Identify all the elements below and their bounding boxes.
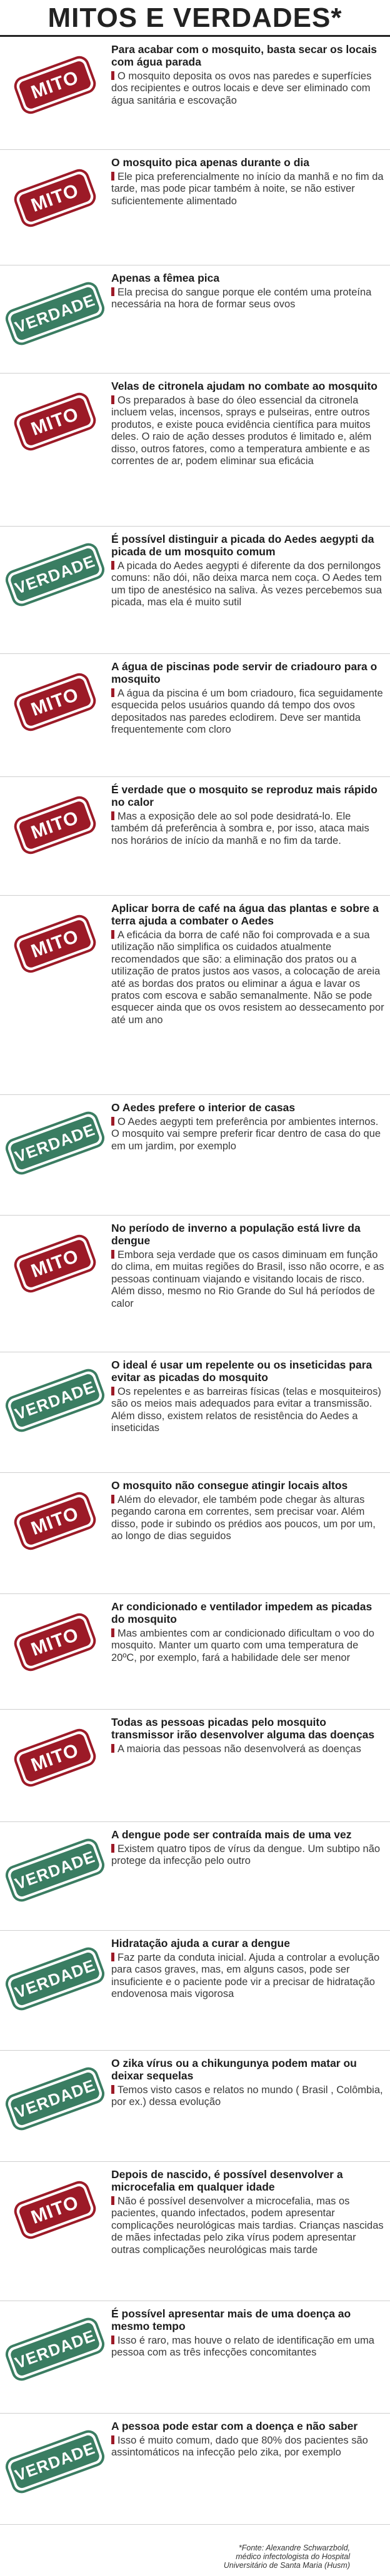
stamp-label: MITO: [28, 684, 82, 720]
item-text: [108, 660, 386, 736]
item-question: Hidratação ajuda a curar a dengue: [111, 1937, 290, 1949]
list-item: [0, 1822, 390, 1931]
answer-marker: [111, 930, 114, 939]
answer-marker: [111, 561, 114, 570]
item-question: O zika vírus ou a chikungunya podem matar ou deixar sequelas: [111, 2057, 357, 2082]
answer-marker: [111, 1844, 114, 1853]
item-answer-wrap: [111, 1249, 386, 1310]
stamp-label: MITO: [28, 1246, 82, 1282]
item-text: [108, 1600, 386, 1664]
item-text: [108, 2307, 386, 2359]
verdade-stamp: [5, 2315, 105, 2384]
item-answer-wrap: [111, 929, 386, 1026]
item-answer-wrap: [111, 2435, 386, 2459]
item-text: [108, 2168, 386, 2256]
stamp-label: VERDADE: [12, 2075, 98, 2123]
item-answer: Embora seja verdade que os casos diminuam em função do clima, em muitas regiões do Brasil, isso não ocorre, e as pessoas continuam viajando e visitando locais de risco. Além disso, mesmo no Rio Grande do Sul há períodos de calor: [111, 1249, 384, 1309]
item-question: Velas de citronela ajudam no combate ao mosquito: [111, 380, 378, 392]
stamp-label: MITO: [28, 180, 82, 216]
item-text: [108, 1716, 386, 1755]
item-answer: Isso é muito comum, dado que 80% dos pacientes são assintomáticos na infecção pelo zika, por exemplo: [111, 2435, 368, 2459]
stamp-column: [2, 2168, 108, 2244]
item-answer-wrap: [111, 2196, 386, 2256]
mito-stamp: [5, 164, 105, 232]
stamp-column: [2, 902, 108, 978]
stamp-column: [2, 783, 108, 859]
item-question: O Aedes prefere o interior de casas: [111, 1101, 296, 1114]
list-item: [0, 1473, 390, 1594]
item-answer: Mas ambientes com ar condicionado dificultam o voo do mosquito. Manter um quarto com uma temperatura de 20ºC, por exemplo, fará a habilidade dele ser menor: [111, 1628, 374, 1663]
list-item: [0, 654, 390, 777]
item-text: [108, 380, 386, 467]
verdade-stamp: [5, 1944, 105, 2013]
item-answer: Temos visto casos e relatos no mundo ( Brasil , Colômbia, por ex.) dessa evolução: [111, 2084, 383, 2108]
stamp-column: [2, 1222, 108, 1298]
stamp-column: [2, 1600, 108, 1677]
stamp-label: VERDADE: [12, 1119, 98, 1167]
answer-marker: [111, 395, 114, 404]
answer-marker: [111, 811, 114, 820]
mito-stamp: [5, 909, 105, 978]
stamp-label: MITO: [28, 1503, 82, 1539]
stamp-column: [2, 272, 108, 348]
item-answer-wrap: [111, 1743, 386, 1755]
items-list: [0, 37, 390, 2525]
answer-marker: [111, 2435, 114, 2444]
list-item: [0, 2051, 390, 2162]
item-answer-wrap: [111, 1628, 386, 1664]
mito-stamp: [5, 387, 105, 456]
stamp-column: [2, 1479, 108, 1555]
list-item: [0, 1594, 390, 1710]
item-text: [108, 2057, 386, 2109]
mito-stamp: [5, 1723, 105, 1792]
answer-marker: [111, 1495, 114, 1503]
stamp-column: [2, 2057, 108, 2133]
item-question: É possível distinguir a picada do Aedes aegypti da picada de um mosquito comum: [111, 533, 374, 558]
item-answer-wrap: [111, 1843, 386, 1868]
page-title: MITOS E VERDADES*: [48, 2, 342, 33]
item-text: [108, 533, 386, 609]
stamp-column: [2, 1937, 108, 2013]
item-answer: Os repelentes e as barreiras físicas (telas e mosquiteiros) são os meios mais adequados para evitar a transmissão. Além disso, existem relatos de resistência do Aedes a inseticidas: [111, 1386, 381, 1434]
list-item: [0, 2414, 390, 2525]
stamp-label: VERDADE: [12, 1955, 98, 2003]
list-item: [0, 1931, 390, 2051]
answer-marker: [111, 1953, 114, 1961]
list-item: [0, 896, 390, 1095]
item-text: [108, 156, 386, 207]
item-answer-wrap: [111, 688, 386, 736]
stamp-label: VERDADE: [12, 1846, 98, 1894]
item-text: [108, 1359, 386, 1435]
verdade-stamp: [5, 2064, 105, 2133]
item-text: [108, 1828, 386, 1868]
item-question: É verdade que o mosquito se reproduz mais rápido no calor: [111, 783, 378, 808]
answer-marker: [111, 1628, 114, 1637]
stamp-column: [2, 1716, 108, 1792]
item-answer: Além do elevador, ele também pode chegar às alturas pegando carona em correntes, sem precisar voar. Além disso, pode ir subindo os prédios aos poucos, um por um, ao longo de dias seguidos: [111, 1494, 376, 1542]
list-item: [0, 150, 390, 265]
stamp-column: [2, 2420, 108, 2496]
item-question: O ideal é usar um repelente ou os inseticidas para evitar as picadas do mosquito: [111, 1359, 372, 1384]
mito-stamp: [5, 668, 105, 736]
stamp-column: [2, 660, 108, 736]
list-item: [0, 2162, 390, 2301]
item-answer-wrap: [111, 560, 386, 609]
mito-stamp: [5, 1229, 105, 1298]
mito-stamp: [5, 1608, 105, 1677]
stamp-label: MITO: [28, 1624, 82, 1660]
list-item: [0, 1216, 390, 1352]
item-answer: Mas a exposição dele ao sol pode desidratá-lo. Ele também dá preferência à sombra e, por isso, ataca mais nos horários de início da manhã e no fim da tarde.: [111, 811, 369, 846]
answer-marker: [111, 2336, 114, 2344]
item-question: Para acabar com o mosquito, basta secar os locais com água parada: [111, 43, 378, 68]
stamp-column: [2, 1101, 108, 1177]
stamp-label: VERDADE: [12, 1377, 98, 1424]
mito-stamp: [5, 51, 105, 119]
item-answer: A eficácia da borra de café não foi comprovada e a sua utilização não simplifica os cuidados atualmente recomendados que são: a eliminação dos pratos ou a utilização de pratos justos aos vasos, a colocação de areia até as bordas dos pratos ou eliminar a água e lavar os pratos com escova e sabão semanalmente. Não se pode esquecer ainda que os ovos resistem ao dessecamento por até um ano: [111, 929, 384, 1026]
answer-marker: [111, 1387, 114, 1395]
item-answer: O Aedes aegypti tem preferência por ambientes internos. O mosquito vai sempre preferir ficar dentro de casa do que em um jardim, por exemplo: [111, 1116, 381, 1152]
item-answer: Faz parte da conduta inicial. Ajuda a controlar a evolução para casos graves, mas, em alguns casos, pode ser insuficiente e o paciente pode vir a precisar de hidratação endovenosa mais vigorosa: [111, 1952, 380, 2000]
item-answer-wrap: [111, 2335, 386, 2359]
item-answer-wrap: [111, 1952, 386, 2001]
source-credit: *Fonte: Alexandre Schwarzbold, médico infectologista do Hospital Universitário de Santa Maria (Husm): [223, 2544, 350, 2570]
item-question: Todas as pessoas picadas pelo mosquito transmissor irão desenvolver alguma das doenças: [111, 1716, 375, 1741]
list-item: [0, 1352, 390, 1473]
item-question: A pessoa pode estar com a doença e não saber: [111, 2420, 358, 2432]
item-answer-wrap: [111, 811, 386, 847]
verdade-stamp: [5, 1109, 105, 1177]
list-item: [0, 265, 390, 374]
list-item: [0, 374, 390, 527]
verdade-stamp: [5, 1366, 105, 1435]
mito-stamp: [5, 2176, 105, 2244]
item-answer: Os preparados à base do óleo essencial da citronela incluem velas, incensos, sprays e pulseiras, entre outros produtos, e existe pouca evidência científica para muitos deles. O raio de ação desses produtos é limitado e, além disso, outros fatores, como a temperatura ambiente e as correntes de ar, podem eliminar sua eficácia: [111, 395, 372, 467]
stamp-column: [2, 533, 108, 609]
answer-marker: [111, 688, 114, 697]
mito-stamp: [5, 791, 105, 859]
list-item: [0, 527, 390, 654]
item-text: [108, 783, 386, 847]
list-item: [0, 777, 390, 896]
item-answer: Isso é raro, mas houve o relato de identificação em uma pessoa com as três infecções concomitantes: [111, 2335, 374, 2359]
item-answer-wrap: [111, 395, 386, 467]
item-question: A água de piscinas pode servir de criadouro para o mosquito: [111, 660, 378, 685]
item-question: O mosquito não consegue atingir locais altos: [111, 1479, 348, 1492]
item-question: É possível apresentar mais de uma doença ao mesmo tempo: [111, 2307, 351, 2332]
item-answer-wrap: [111, 1116, 386, 1152]
stamp-column: [2, 380, 108, 456]
verdade-stamp: [5, 540, 105, 609]
stamp-column: [2, 2307, 108, 2384]
item-answer: Ele pica preferencialmente no início da manhã e no fim da tarde, mas pode picar também à noite, se não estiver suficientemente alimentado: [111, 171, 384, 207]
answer-marker: [111, 2085, 114, 2094]
item-question: Aplicar borra de café na água das plantas e sobre a terra ajuda a combater o Aedes: [111, 902, 379, 927]
item-answer: O mosquito deposita os ovos nas paredes e superfícies dos recipientes e outros locais e deve ser eliminado com água sanitária e escovação: [111, 71, 372, 106]
list-item: [0, 2301, 390, 2414]
item-answer-wrap: [111, 2084, 386, 2109]
item-answer: Não é possível desenvolver a microcefalia, mas os pacientes, quando infectados, podem apresentar complicações neurológicas mais tardias. Crianças nascidas de mães infectadas pelo zika vírus podem apresentar outras complicações neurológicas mais tarde: [111, 2196, 384, 2256]
answer-marker: [111, 1250, 114, 1259]
list-item: [0, 37, 390, 150]
stamp-label: MITO: [28, 2192, 82, 2228]
item-text: [108, 43, 386, 107]
item-text: [108, 272, 386, 311]
item-answer: A água da piscina é um bom criadouro, fica seguidamente esquecida pelos usuários quando dá tempo dos ovos depositados nas paredes eclodirem. Deve ser mantida frequentemente com cloro: [111, 688, 383, 736]
item-answer-wrap: [111, 171, 386, 207]
stamp-label: MITO: [28, 67, 82, 103]
item-answer-wrap: [111, 287, 386, 311]
stamp-label: MITO: [28, 1740, 82, 1776]
list-item: [0, 1710, 390, 1822]
stamp-column: [2, 1359, 108, 1435]
item-question: A dengue pode ser contraída mais de uma vez: [111, 1828, 352, 1841]
answer-marker: [111, 287, 114, 296]
item-text: [108, 1479, 386, 1543]
answer-marker: [111, 172, 114, 181]
stamp-label: MITO: [28, 404, 82, 440]
stamp-column: [2, 43, 108, 119]
item-text: [108, 2420, 386, 2459]
verdade-stamp: [5, 2427, 105, 2496]
item-answer-wrap: [111, 1386, 386, 1435]
mito-stamp: [5, 1487, 105, 1555]
answer-marker: [111, 71, 114, 80]
item-answer: Ela precisa do sangue porque ele contém uma proteína necessária na hora de formar seus ovos: [111, 287, 372, 310]
stamp-label: MITO: [28, 807, 82, 843]
stamp-label: VERDADE: [12, 2326, 98, 2373]
answer-marker: [111, 1744, 114, 1753]
stamp-column: [2, 1828, 108, 1905]
item-answer: Existem quatro tipos de vírus da dengue. Um subtipo não protege da infecção pelo outro: [111, 1843, 381, 1867]
item-answer-wrap: [111, 1494, 386, 1543]
item-question: Depois de nascido, é possível desenvolver a microcefalia em qualquer idade: [111, 2168, 343, 2193]
item-question: Apenas a fêmea pica: [111, 272, 220, 284]
list-item: [0, 1095, 390, 1216]
item-text: [108, 1937, 386, 2001]
item-answer: A maioria das pessoas não desenvolverá as doenças: [118, 1743, 361, 1755]
verdade-stamp: [5, 279, 105, 348]
verdade-stamp: [5, 1836, 105, 1905]
item-text: [108, 902, 386, 1026]
stamp-label: VERDADE: [12, 551, 98, 598]
item-question: No período de inverno a população está livre da dengue: [111, 1222, 361, 1247]
item-question: Ar condicionado e ventilador impedem as picadas do mosquito: [111, 1600, 372, 1625]
answer-marker: [111, 1117, 114, 1126]
item-answer: A picada do Aedes aegypti é diferente da dos pernilongos comuns: não dói, não deixa marca nem coça. O Aedes tem um tipo de anestésico na saliva. Às vezes percebemos sua picada, mas ela é muito sutil: [111, 560, 382, 608]
stamp-label: MITO: [28, 926, 82, 962]
item-answer-wrap: [111, 71, 386, 107]
item-text: [108, 1101, 386, 1152]
stamp-column: [2, 156, 108, 232]
stamp-label: VERDADE: [12, 290, 98, 337]
item-text: [108, 1222, 386, 1310]
answer-marker: [111, 2196, 114, 2205]
stamp-label: VERDADE: [12, 2438, 98, 2485]
item-question: O mosquito pica apenas durante o dia: [111, 156, 309, 169]
